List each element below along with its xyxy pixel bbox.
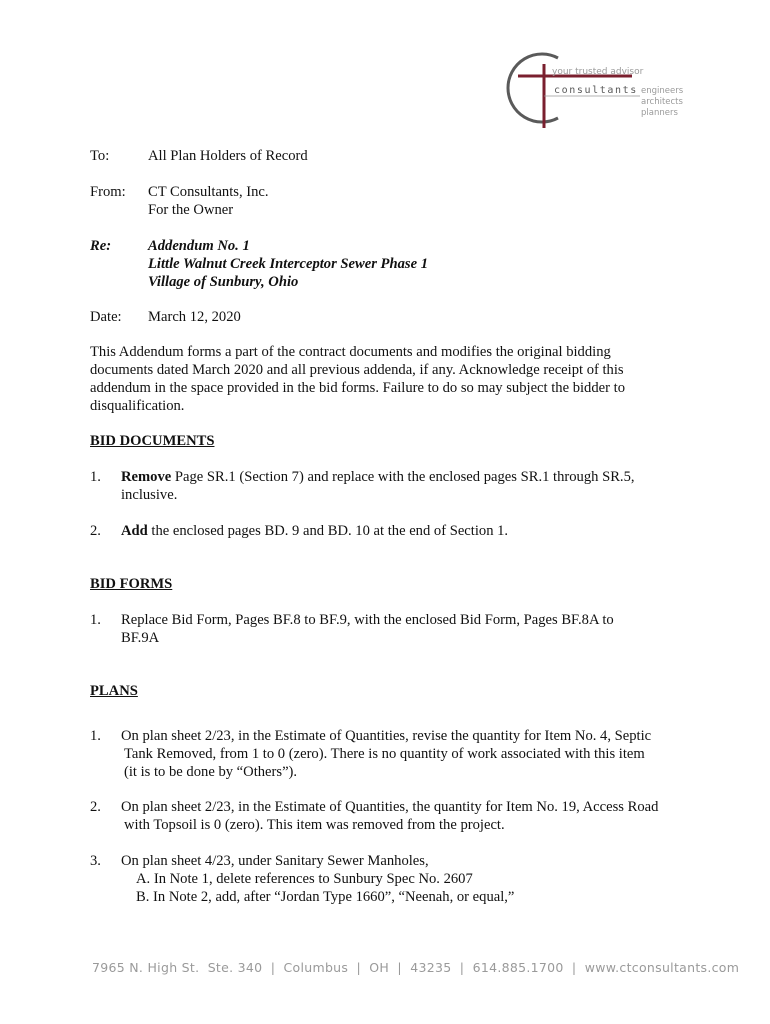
plans-item-1-number: 1. (90, 728, 101, 744)
re-line-1: Addendum No. 1 (148, 238, 250, 254)
from-label: From: (90, 184, 126, 200)
bid-doc-item-1-action: Remove (121, 469, 172, 485)
ct-logo-icon (500, 46, 700, 132)
bid-doc-item-1-line-1: Page SR.1 (Section 7) and replace with the enclosed pages SR.1 through SR.5, (171, 469, 635, 485)
to-label: To: (90, 148, 110, 164)
bid-doc-item-2-number: 2. (90, 523, 101, 539)
logo-discipline-architects: architects (641, 97, 683, 107)
plans-item-2 (121, 798, 691, 834)
from-line-2: For the Owner (148, 202, 234, 218)
ct-consultants-logo (500, 46, 700, 132)
bid-doc-item-1 (121, 468, 691, 504)
to-value: All Plan Holders of Record (148, 148, 308, 164)
date-label: Date: (90, 309, 122, 325)
date-value: March 12, 2020 (148, 309, 241, 325)
re-label: Re: (90, 238, 112, 254)
footer-suite: Ste. 340 (207, 960, 263, 975)
footer-separator: | (356, 960, 362, 975)
plans-item-1-line-1: On plan sheet 2/23, in the Estimate of Quantities, revise the quantity for Item No. 4, Septic (121, 728, 652, 744)
logo-discipline-engineers: engineers (641, 86, 684, 96)
plans-item-1-line-3: (it is to be done by “Others”). (124, 764, 298, 780)
logo-tagline: your trusted advisor (552, 67, 644, 77)
bid-form-item-1-line-1: Replace Bid Form, Pages BF.8 to BF.9, with the enclosed Bid Form, Pages BF.8A to (121, 612, 614, 628)
plans-item-3-sub-a: A. In Note 1, delete references to Sunbury Spec No. 2607 (136, 871, 473, 887)
plans-item-2-line-2: with Topsoil is 0 (zero). This item was removed from the project. (124, 817, 505, 833)
bid-doc-item-1-number: 1. (90, 469, 101, 485)
plans-item-2-number: 2. (90, 799, 101, 815)
plans-heading: PLANS (90, 683, 138, 699)
plans-item-1-line-2: Tank Removed, from 1 to 0 (zero). There is no quantity of work associated with this item (124, 746, 645, 762)
intro-paragraph: This Addendum forms a part of the contract documents and modifies the original bidding documents dated March 2020 and all previous addenda, if any. Acknowledge receipt of this addendum in the space provided in the bid forms. Failure to do so may subject the bidder to disqualification. (90, 344, 625, 414)
bid-documents-heading: BID DOCUMENTS (90, 433, 215, 449)
footer-address: 7965 N. High St. (92, 960, 200, 975)
footer-state: OH (369, 960, 390, 975)
plans-item-3-number: 3. (90, 853, 101, 869)
plans-item-3-line-1: On plan sheet 4/23, under Sanitary Sewer Manholes, (121, 853, 429, 869)
bid-doc-item-2-line-1: the enclosed pages BD. 9 and BD. 10 at the end of Section 1. (147, 523, 509, 539)
bid-doc-item-2-action: Add (121, 523, 148, 539)
plans-item-2-line-1: On plan sheet 2/23, in the Estimate of Quantities, the quantity for Item No. 19, Access Road (121, 799, 659, 815)
footer-separator: | (571, 960, 577, 975)
plans-item-3 (121, 852, 691, 870)
logo-discipline-planners: planners (641, 108, 678, 118)
bid-form-item-1 (121, 611, 691, 647)
bid-form-item-1-number: 1. (90, 612, 101, 628)
footer-city: Columbus (283, 960, 349, 975)
footer-separator: | (459, 960, 465, 975)
footer-contact (90, 960, 740, 975)
from-line-1: CT Consultants, Inc. (148, 184, 269, 200)
footer-website-link[interactable]: www.ctconsultants.com (584, 960, 740, 975)
bid-doc-item-2 (121, 522, 691, 540)
footer-zip: 43235 (410, 960, 452, 975)
re-line-2: Little Walnut Creek Interceptor Sewer Phase 1 (148, 256, 428, 272)
footer-separator: | (397, 960, 402, 975)
plans-item-1 (121, 727, 691, 781)
footer-phone: 614.885.1700 (472, 960, 564, 975)
bid-forms-heading: BID FORMS (90, 576, 173, 592)
bid-form-item-1-line-2: BF.9A (121, 630, 160, 646)
logo-name: consultants (554, 85, 638, 96)
plans-item-3-sub-b: B. In Note 2, add, after “Jordan Type 1660”, “Neenah, or equal,” (136, 889, 515, 905)
footer-separator: | (270, 960, 276, 975)
re-line-3: Village of Sunbury, Ohio (148, 274, 299, 290)
bid-doc-item-1-line-2: inclusive. (121, 487, 178, 503)
